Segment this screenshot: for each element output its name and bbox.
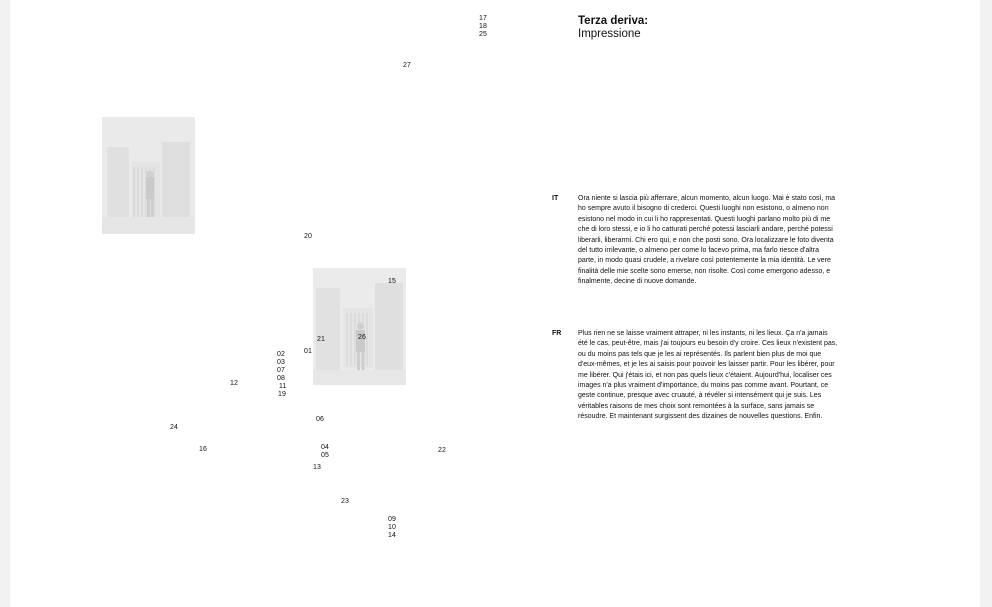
section-title-line1: Terza deriva: [578, 15, 649, 27]
index-number: 03 [277, 359, 285, 366]
index-number: 23 [341, 498, 349, 505]
index-number: 16 [199, 446, 207, 453]
index-number: 11 [279, 383, 287, 390]
page [10, 0, 980, 607]
index-number: 02 [277, 351, 285, 358]
index-number: 18 [479, 23, 487, 30]
index-number: 05 [321, 452, 329, 459]
paragraph-fr: Plus rien ne se laisse vraiment attraper, ni les instants, ni les lieux. Ça n'a jamais été le cas, peut-être, mais j'ai toujours eu besoin d'y croire. Ces lieux n'existent pas, ou du moins pas tels que je les ai représentés. Ils parlent bien plus de moi que d'eux-mêmes, et je les ai saisis pour pouvoir les laisser partir. Pour les libérer, pour me libérer. Qui j'étais ici, et non pas quels lieux c'étaient. Aujourd'hui, localiser ces images n'a plus vraiment d'importance, du moins pas comme avant. Pourtant, ce geste continue, presque avec cruauté, à révéler si intensément qui je suis. Les véritables raisons de mes choix sont remontées à la surface, sans jamais se résoudre. Et maintenant surgissent des dizaines de nouvelles questions. Enfin. [578, 330, 838, 421]
index-number: 12 [230, 380, 238, 387]
index-number: 19 [278, 391, 286, 398]
index-number: 10 [388, 524, 396, 531]
index-number: 15 [388, 278, 396, 285]
index-number: 27 [403, 62, 411, 69]
index-number: 21 [317, 336, 325, 343]
index-number: 01 [304, 348, 312, 355]
index-number: 06 [316, 416, 324, 423]
index-number: 14 [388, 532, 396, 539]
paragraph-it: Ora niente si lascia più afferrare, alcun momento, alcun luogo. Mai è stato così, ma ho sempre avuto il bisogno di crederci. Questi luoghi non esistono, o almeno non esistono nel modo in cui li ho rappresentati. Questi luoghi parlano molto più di me che di loro stessi, e io li ho catturati perché potessi lasciarli andare, perché potessi liberarli, liberarmi. Chi ero qui, e non che posti sono. Ora localizzare le foto diventa del tutto irrilevante, o almeno per come lo facevo prima, ma farlo riesce d'altra parte, in modo quasi crudele, a rivelare così potentemente la mia identità. Le vere finalità delle mie scelte sono emerse, non risolte. Così come emergono adesso, e finalmente, decine di nuove domande. [578, 195, 836, 286]
photo-street-left-image [102, 117, 195, 234]
section-title [578, 15, 648, 41]
index-number: 26 [358, 334, 366, 341]
language-label-fr: FR [552, 330, 562, 337]
index-number: 08 [277, 375, 285, 382]
index-number: 22 [438, 447, 446, 454]
index-number: 09 [388, 516, 396, 523]
section-title-line2: Impressione [578, 28, 641, 40]
index-number: 13 [313, 464, 321, 471]
photo-street-left [102, 117, 195, 234]
index-number: 24 [170, 424, 178, 431]
index-number: 17 [479, 15, 487, 22]
language-label-it: IT [552, 195, 559, 202]
index-number: 20 [304, 233, 312, 240]
index-number: 25 [479, 31, 487, 38]
index-number: 04 [321, 444, 329, 451]
index-number: 07 [277, 367, 285, 374]
